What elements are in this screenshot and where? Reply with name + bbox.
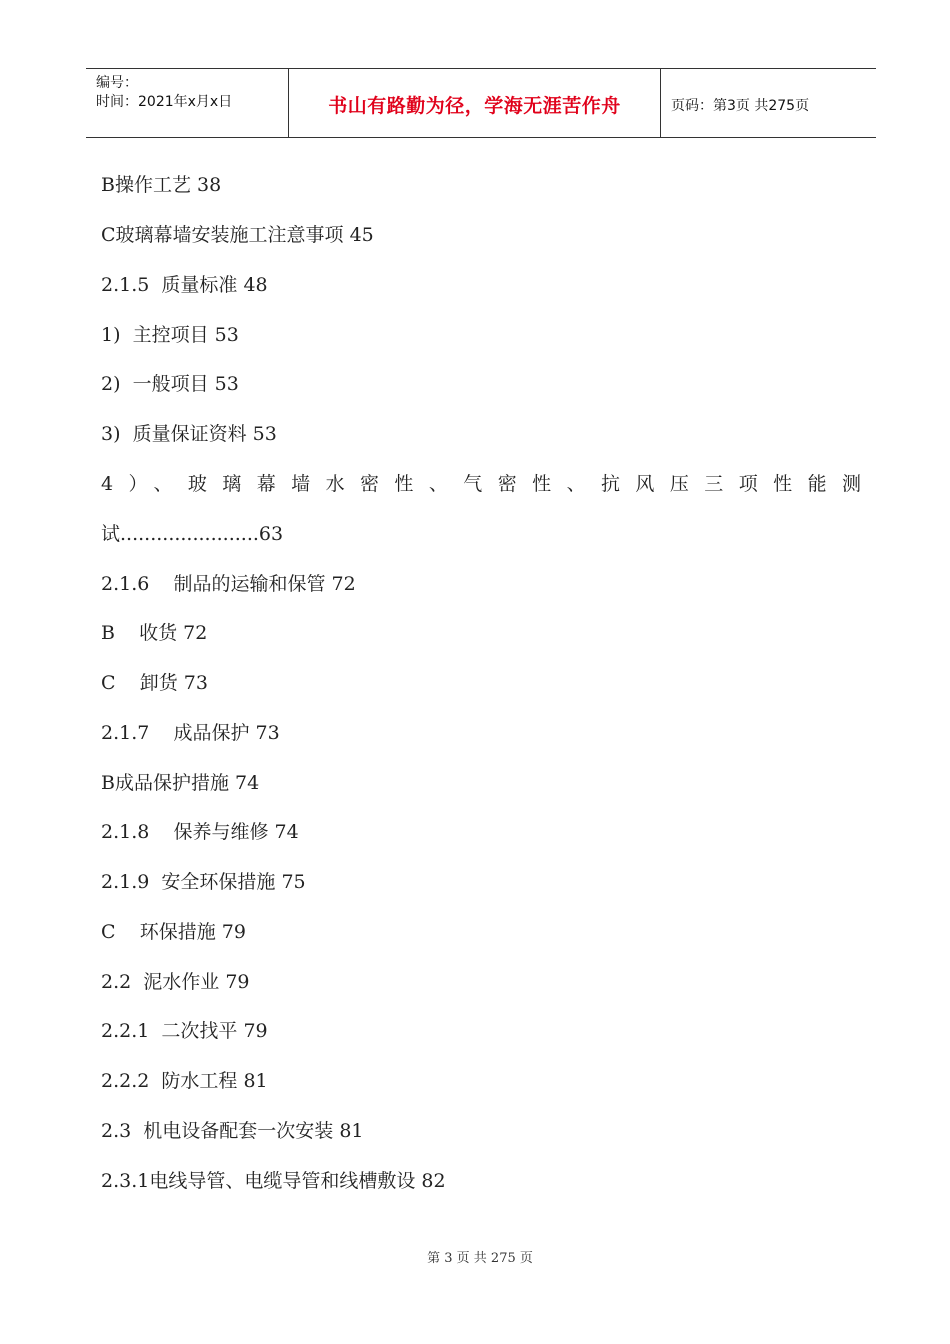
toc-entry: C 卸货 73 [101,672,208,694]
toc-entry: C 环保措施 79 [101,921,246,943]
toc-entry: 试.......................63 [101,523,284,545]
toc-entry: 2.1.6 制品的运输和保管 72 [101,573,356,595]
toc-entry: 2.3 机电设备配套一次安装 81 [101,1120,364,1142]
header-page-number: 页码：第3页 共275页 [671,98,810,114]
document-time-label: 时间：2021年x月x日 [96,94,233,110]
header-motto-cell [288,69,661,137]
toc-entry: 2.1.7 成品保护 73 [101,722,280,744]
header-motto: 书山有路勤为径，学海无涯苦作舟 [328,95,621,117]
page-footer [0,1247,950,1266]
toc-entry: 3) 质量保证资料 53 [101,423,277,445]
toc-entry: 2.3.1电线导管、电缆导管和线槽敷设 82 [101,1170,446,1192]
toc-entry: 1) 主控项目 53 [101,324,239,346]
footer-page-number: 第 3 页 共 275 页 [427,1251,533,1266]
toc-entry: 2.2.1 二次找平 79 [101,1020,268,1042]
toc-entry: C玻璃幕墙安装施工注意事项 45 [101,224,374,246]
toc-entry: 2) 一般项目 53 [101,373,239,395]
toc-entry: 4）、玻璃幕墙水密性、气密性、抗风压三项性能测 [101,473,861,495]
toc-entry: 2.1.8 保养与维修 74 [101,821,299,843]
toc-entry: B 收货 72 [101,622,208,644]
page-header [86,68,876,138]
toc-entry: B成品保护措施 74 [101,772,260,794]
header-page-cell [661,69,876,137]
document-number-label: 编号： [96,75,138,91]
header-meta [86,69,288,137]
toc-entry: 2.1.9 安全环保措施 75 [101,871,306,893]
toc-entry: B操作工艺 38 [101,174,222,196]
toc-entry: 2.2 泥水作业 79 [101,971,250,993]
toc-entry: 2.1.5 质量标准 48 [101,274,268,296]
toc-entry: 2.2.2 防水工程 81 [101,1070,268,1092]
